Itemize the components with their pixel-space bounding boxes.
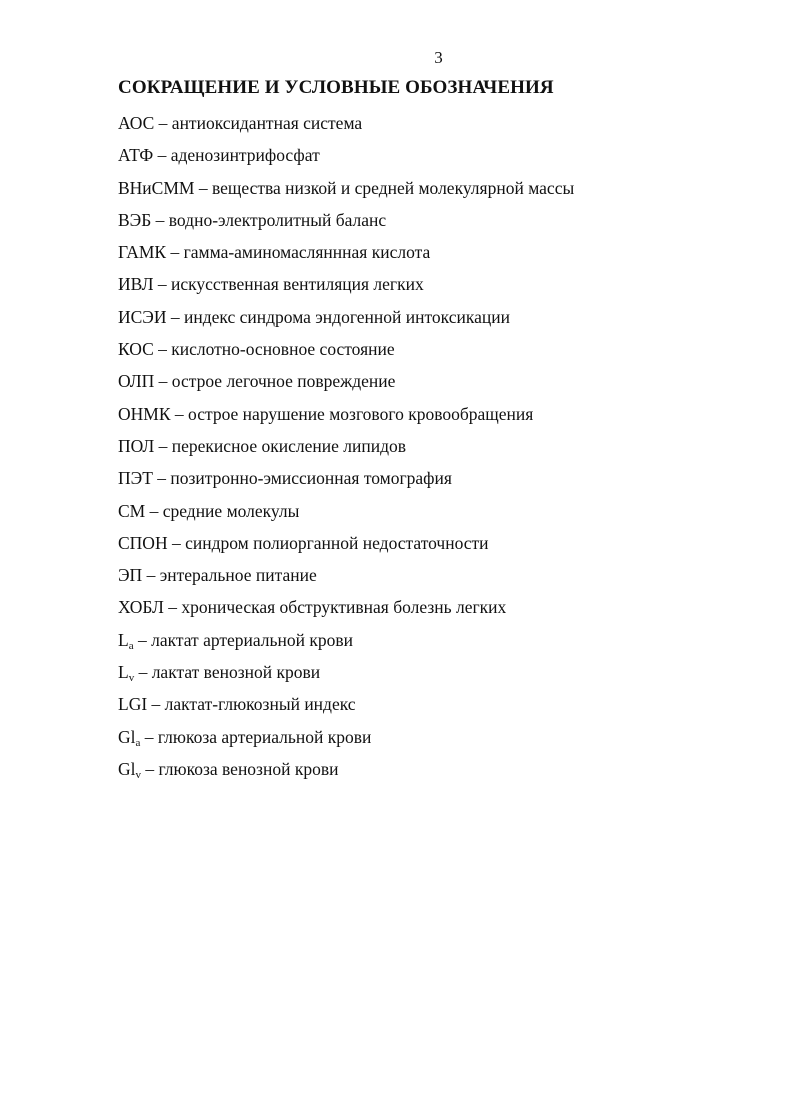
abbreviation-separator: – [170,403,189,424]
abbreviation-term: ХОБЛ [118,597,164,618]
abbreviation-separator: – [133,629,152,650]
abbreviation-definition: средние молекулы [162,500,300,521]
abbreviation-list [118,111,574,789]
abbreviation-definition: глюкоза артериальной крови [157,726,372,747]
abbreviation-item [118,176,574,208]
abbreviation-definition: глюкоза венозной крови [158,758,339,779]
abbreviation-definition: гамма-аминомасляннная кислота [183,242,431,263]
abbreviation-separator: – [153,339,172,360]
abbreviation-definition: лактат артериальной крови [151,629,354,650]
abbreviation-term: ПЭТ [118,468,153,489]
abbreviation-item [118,369,574,401]
abbreviation-separator: – [141,758,159,779]
abbreviation-subscript: a [135,736,141,749]
abbreviation-term: Gl [118,758,136,779]
abbreviation-term: КОС [118,339,154,360]
abbreviation-definition: аденозинтрифосфат [170,145,320,166]
abbreviation-separator: – [154,113,172,133]
abbreviation-item [118,757,574,789]
abbreviation-subscript: v [128,672,135,685]
abbreviation-definition: лактат венозной крови [151,662,321,683]
abbreviation-term: ВНиСММ [118,177,195,198]
abbreviation-item [118,466,574,498]
abbreviation-item [118,240,574,272]
abbreviation-term: L [118,662,129,683]
abbreviation-definition: синдром полиорганной недостаточности [185,532,489,553]
abbreviation-definition: хроническая обструктивная болезнь легких [181,597,507,618]
abbreviation-separator: – [194,177,212,198]
abbreviation-term: ОНМК [118,403,171,424]
abbreviation-definition: острое легочное повреждение [171,371,396,392]
abbreviation-definition: вещества низкой и средней молекулярной массы [211,177,575,198]
abbreviation-separator: – [166,306,185,327]
abbreviation-term: СМ [118,500,146,521]
abbreviation-definition: позитронно-эмиссионная томография [170,468,452,489]
abbreviation-term: L [118,629,129,650]
abbreviation-term: ГАМК [118,242,167,263]
abbreviation-definition: острое нарушение мозгового кровообращения [188,403,534,424]
abbreviation-definition: энтеральное питание [159,565,317,586]
page-number: 3 [434,48,443,67]
abbreviation-separator: – [151,209,169,230]
abbreviation-term: ОЛП [118,371,155,392]
abbreviation-item [118,305,574,337]
abbreviation-separator: – [153,274,172,295]
abbreviation-item [118,143,574,175]
abbreviation-definition: лактат-глюкозный индекс [164,694,356,715]
abbreviation-separator: – [140,726,158,747]
abbreviation-separator: – [145,500,163,521]
abbreviation-separator: – [154,435,172,456]
abbreviation-separator: – [142,565,160,586]
abbreviation-item [118,595,574,627]
abbreviation-item [118,337,574,369]
abbreviation-item [118,402,574,434]
abbreviation-subscript: a [128,639,134,652]
abbreviation-term: ИСЭИ [118,306,167,327]
abbreviation-definition: водно-электролитный баланс [168,209,387,230]
abbreviation-item [118,692,574,724]
abbreviation-definition: антиоксидантная система [171,113,363,133]
abbreviation-term: ПОЛ [118,435,155,456]
abbreviation-term: Gl [118,726,136,747]
abbreviation-term: АТФ [118,145,154,166]
abbreviation-separator: – [166,242,184,263]
abbreviation-definition: искусственная вентиляция легких [171,274,424,295]
abbreviation-term: ЭП [118,565,143,586]
abbreviation-separator: – [152,468,171,489]
abbreviation-item [118,499,574,531]
abbreviation-item [118,660,574,692]
abbreviation-separator: – [134,662,152,683]
abbreviation-item [118,563,574,595]
abbreviation-separator: – [154,371,172,392]
abbreviation-item [118,434,574,466]
abbreviation-term: LGI [118,694,148,715]
abbreviation-definition: индекс синдрома эндогенной интоксикации [184,306,510,327]
abbreviation-term: СПОН [118,532,168,553]
page-title: СОКРАЩЕНИЕ И УСЛОВНЫЕ ОБОЗНАЧЕНИЯ [118,77,554,98]
abbreviation-item [118,208,574,240]
abbreviation-item [118,628,574,660]
abbreviation-item [118,531,574,563]
abbreviation-subscript: v [135,768,141,781]
abbreviation-separator: – [167,532,186,553]
abbreviation-item [118,111,574,143]
abbreviation-separator: – [153,145,171,166]
abbreviation-separator: – [163,597,182,618]
abbreviation-term: АОС [118,113,155,133]
abbreviation-term: ВЭБ [118,209,152,230]
abbreviation-item [118,725,574,757]
abbreviation-separator: – [147,694,165,715]
abbreviation-definition: кислотно-основное состояние [171,339,395,360]
abbreviation-item [118,272,574,304]
abbreviation-definition: перекисное окисление липидов [171,435,407,456]
abbreviation-term: ИВЛ [118,274,154,295]
